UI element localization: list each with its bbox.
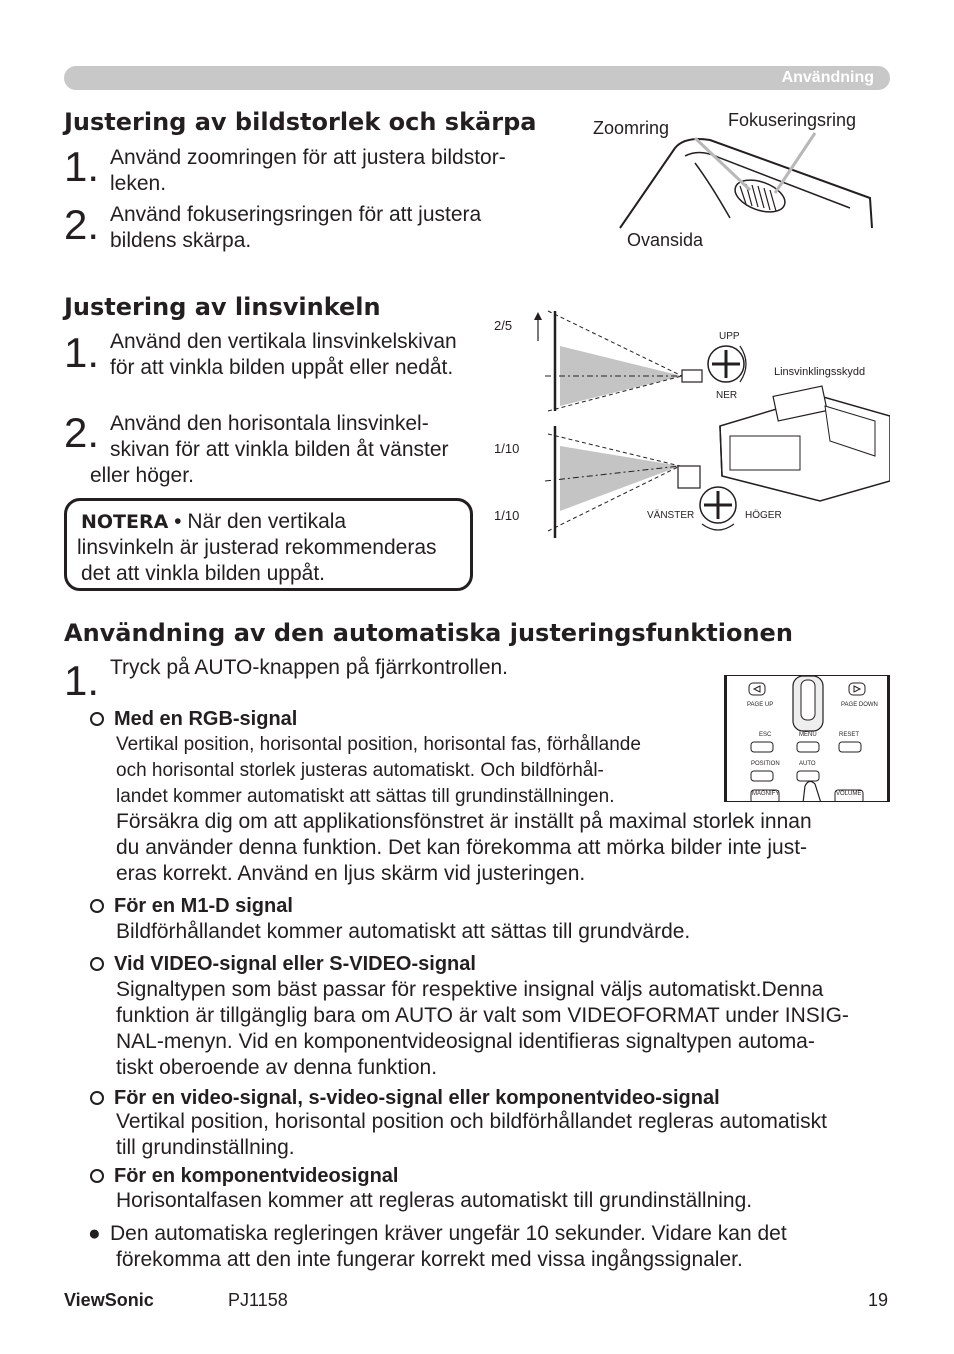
- section-title-size-focus: Justering av bildstorlek och skärpa: [64, 108, 537, 136]
- footer-model: PJ1158: [228, 1290, 288, 1310]
- lens-cover-label: Linsvinklingsskydd: [774, 366, 866, 378]
- step-text: Använd fokuseringsringen för att justera bildens skärpa.: [110, 203, 482, 252]
- item-text-component: Horisontalfasen kommer att regleras automatiskt till grundinställning.: [116, 1189, 753, 1212]
- step-number: 2.: [64, 409, 100, 456]
- position-label: POSITION: [751, 761, 780, 767]
- page-down-label: PAGE DOWN: [841, 702, 878, 708]
- section-title-auto-adjust: Användning av den automatiska justeringsfunktionen: [64, 619, 793, 647]
- lower-ratio-bottom-label: 1/10: [494, 508, 520, 523]
- step-text: Använd den vertikala linsvinkelskivan för att vinkla bilden uppåt eller nedåt.: [110, 330, 457, 379]
- step-number: 2.: [64, 201, 100, 248]
- item-text-rgb: Försäkra dig om att applikationsfönstret är inställt på maximal storlek innan du använder denna funktion. Det kan förekomma att mörka bilder inte just- eras korrekt. Använd en ljus skärm vid justeringen.: [116, 810, 812, 885]
- section-label: Användning: [781, 69, 874, 86]
- step-text-continued: eller höger.: [90, 464, 194, 487]
- down-label: NER: [716, 390, 738, 401]
- step-number: 1.: [64, 143, 100, 190]
- bullet-text: Den automatiska regleringen kräver ungefär 10 sekunder. Vidare kan det förekomma att den inte fungerar korrekt med vissa ingångssignaler.: [110, 1222, 787, 1271]
- magnify-label: MAGNIFY: [752, 791, 780, 797]
- item-text-video: Signaltypen som bäst passar för respektive insignal väljs automatiskt.Denna funktion är tillgänglig bara om AUTO är valt som VIDEOFORMAT under INSIG- NAL-menyn. Vid en komponentvideosignal identifieras signaltypen automa- tiskt oberoende av denna funktion.: [116, 978, 849, 1079]
- item-heading-rgb: Med en RGB-signal: [90, 706, 297, 732]
- volume-label: VOLUME: [836, 791, 862, 797]
- circle-bullet-icon: [90, 712, 104, 726]
- note-label: NOTERA: [81, 511, 169, 533]
- item-text-rgb-small: Vertikal position, horisontal position, horisontal fas, förhållande och horisontal storlek justeras automatiskt. Och bildförhål- landet kommer automatiskt att sättas till grundinställningen.: [116, 734, 641, 807]
- remote-control-drawing: [725, 676, 890, 802]
- step-text: Använd zoomringen för att justera bildstor- leken.: [110, 146, 506, 195]
- reset-label: RESET: [839, 732, 860, 738]
- step-number: 1.: [64, 329, 100, 376]
- note-text: NOTERA • När den vertikala linsvinkeln är justerad rekommenderas det att vinkla bilden uppåt.: [77, 510, 437, 585]
- item-heading-component: För en komponentvideosignal: [90, 1163, 398, 1189]
- auto-label: AUTO: [799, 761, 816, 767]
- step-text: Använd den horisontala linsvinkel- skivan för att vinkla bilden åt vänster: [110, 412, 449, 461]
- bullet-dot-icon: ●: [88, 1222, 101, 1245]
- item-heading-m1d: För en M1-D signal: [90, 893, 293, 919]
- step-number: 1.: [64, 657, 100, 704]
- circle-bullet-icon: [90, 957, 104, 971]
- circle-bullet-icon: [90, 1091, 104, 1105]
- projector-top-figure: [590, 108, 890, 258]
- lower-ratio-top-label: 1/10: [494, 441, 520, 456]
- section-title-lens-angle: Justering av linsvinkeln: [64, 293, 381, 321]
- item-text-video-component: Vertikal position, horisontal position och bildförhållandet regleras automatiskt till grundinställning.: [116, 1110, 827, 1159]
- item-heading-video: Vid VIDEO-signal eller S-VIDEO-signal: [90, 951, 476, 977]
- lens-angle-figure: [490, 306, 890, 546]
- page-up-label: PAGE UP: [747, 702, 774, 708]
- focus-ring-label: Fokuseringsring: [728, 110, 857, 130]
- top-side-label: Ovansida: [627, 230, 704, 250]
- upper-ratio-label: 2/5: [494, 318, 513, 333]
- item-text-m1d: Bildförhållandet kommer automatiskt att sättas till grundvärde.: [116, 920, 691, 943]
- circle-bullet-icon: [90, 899, 104, 913]
- menu-label: MENU: [799, 732, 817, 738]
- left-label: VÄNSTER: [647, 510, 695, 521]
- step-text: Tryck på AUTO-knappen på fjärrkontrollen.: [110, 656, 509, 679]
- esc-label: ESC: [759, 732, 772, 738]
- right-label: HÖGER: [745, 510, 782, 521]
- header-bar: [64, 66, 890, 90]
- zoom-ring-label: Zoomring: [593, 118, 670, 138]
- footer-brand: ViewSonic: [64, 1290, 154, 1310]
- remote-control-figure: [724, 675, 890, 802]
- item-heading-video-component: För en video-signal, s-video-signal eller komponentvideo-signal: [90, 1085, 720, 1111]
- note-box: [64, 498, 473, 591]
- page-number: 19: [868, 1290, 889, 1310]
- circle-bullet-icon: [90, 1169, 104, 1183]
- up-label: UPP: [719, 331, 740, 342]
